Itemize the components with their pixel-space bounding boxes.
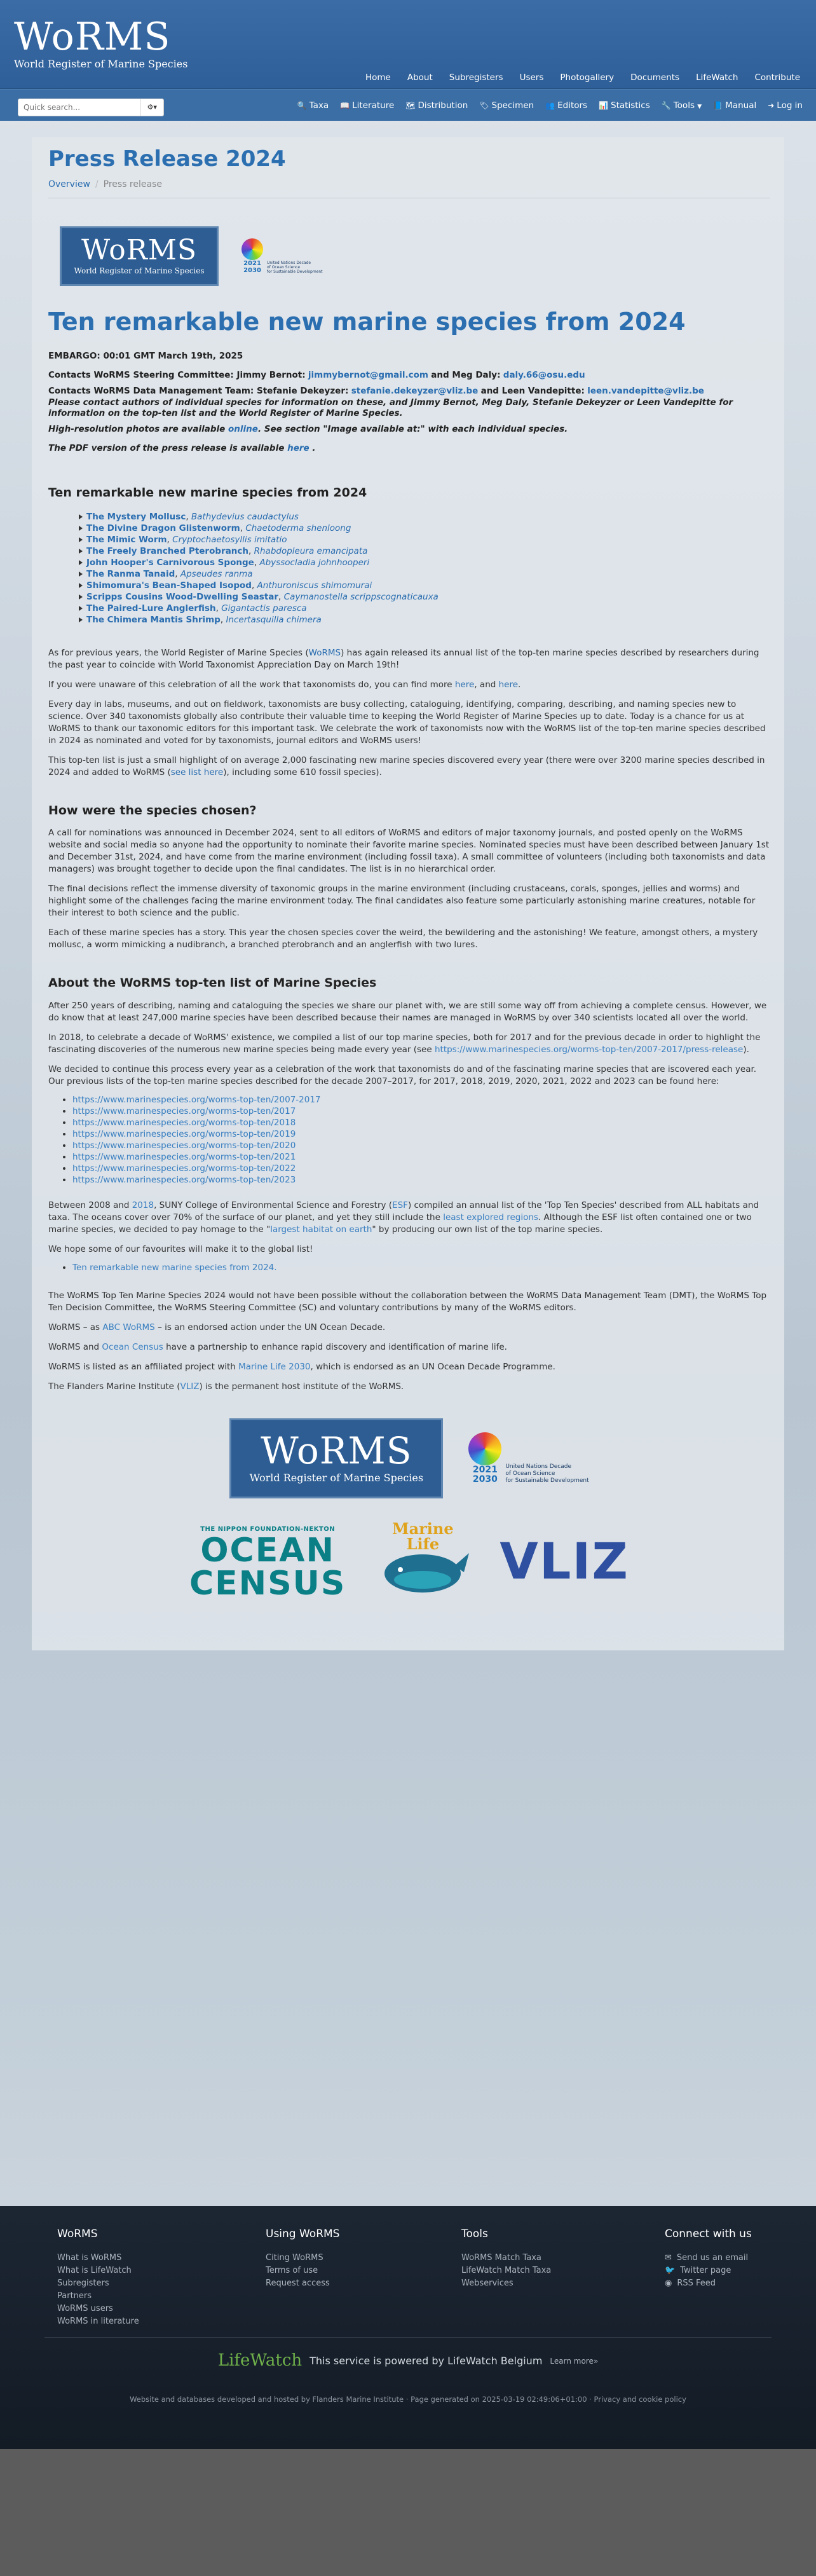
release-title: Ten remarkable new marine species from 2024	[48, 308, 686, 336]
see-list-link[interactable]: see list here	[170, 767, 224, 778]
footer-link[interactable]: Partners	[57, 2291, 92, 2301]
species-common-name: The Ranma Tanaid	[86, 568, 175, 579]
list-item	[72, 1163, 770, 1174]
species-common-name: The Mystery Mollusc	[86, 511, 186, 522]
search-icon: 🔍	[297, 101, 307, 110]
toolbar-taxa[interactable]	[292, 99, 335, 112]
breadcrumb	[48, 178, 770, 191]
esf-2018-link[interactable]: 2018	[132, 1200, 154, 1210]
list-item[interactable]: The Freely Branched Pterobranch, Rhabdopleura emancipata	[79, 545, 770, 557]
decade-line-3: for Sustainable Development	[267, 269, 323, 274]
email-link-daly[interactable]: daly.66@osu.edu	[503, 370, 585, 381]
ocean-census-link[interactable]: Ocean Census	[102, 1341, 163, 1352]
caret-down-icon: ▼	[697, 104, 702, 110]
about-title: About the WoRMS top-ten list of Marine Species	[48, 976, 377, 990]
contact-dmt-mid: and Leen Vandepitte:	[480, 385, 585, 396]
footer-col-tools	[461, 2226, 551, 2290]
footer-link[interactable]: What is WoRMS	[57, 2252, 122, 2263]
photos-text-end: . See section "Image available at:" with each individual species.	[257, 423, 568, 434]
list-item[interactable]: The Chimera Mantis Shrimp, Incertasquilla chimera	[79, 614, 770, 626]
list-item	[72, 1174, 770, 1186]
list-item	[72, 1094, 770, 1106]
rss-icon: ◉	[665, 2278, 672, 2288]
top-ten-link[interactable]: https://www.marinespecies.org/worms-top-ten/2023	[72, 1174, 296, 1185]
species-common-name: The Mimic Worm	[86, 534, 167, 545]
decade-line-2: of Ocean Science	[267, 264, 301, 270]
page-bottom-area	[0, 2449, 816, 2576]
page-title: Press Release 2024	[48, 146, 286, 172]
about-text: , SUNY College of Environmental Science and Forestry (	[154, 1200, 393, 1210]
footer-heading: Tools	[461, 2228, 488, 2240]
species-sci-name: Abyssocladia johnhooperi	[259, 557, 370, 568]
list-item[interactable]: The Mystery Mollusc, Bathydevius caudactylus	[79, 511, 770, 523]
quick-search	[18, 99, 164, 116]
contact-note: Please contact authors of individual species for information on these, and Jimmy Bernot, Meg Daly, Stefanie Dekeyzer or Leen Vandepitte for information on the top-ten list and the World Register of Marine Species.	[48, 397, 733, 418]
decade-text	[505, 1463, 588, 1484]
about-text: ) is the permanent host institute of the WoRMS.	[199, 1381, 404, 1392]
ocean-census-word-1: OCEAN	[200, 1531, 335, 1570]
toolbar-specimen[interactable]	[473, 99, 540, 112]
photos-text: High-resolution photos are available	[48, 423, 226, 434]
chosen-title: How were the species chosen?	[48, 803, 257, 818]
contact-sc-mid: and Meg Daly:	[431, 370, 501, 381]
footer-col-using	[266, 2226, 339, 2290]
footer-link-rss[interactable]	[665, 2277, 752, 2290]
footer-link[interactable]: Webservices	[461, 2278, 513, 2288]
nav-subregisters[interactable]: Subregisters	[449, 72, 503, 83]
chosen-paragraph: A call for nominations was announced in December 2024, sent to all editors of WoRMS and editors of major taxonomy journals, and posted openly on the WoRMS website and social media so anyone had the opportunity to nominate their favorite marine species. Nominated species must have been described between January 1st and December 31st, 2024, and have come from the marine environment (including fossil taxa). A small committee of volunteers (including both taxonomists and data managers) was brought together to decide upon the final candidates. The list is in no hierarchical order.	[48, 828, 770, 875]
largest-habitat-link[interactable]: largest habitat on earth	[270, 1224, 372, 1235]
worms-logo-large	[229, 1418, 443, 1498]
footer-link-email[interactable]	[665, 2252, 752, 2264]
email-link-vandepitte[interactable]: leen.vandepitte@vliz.be	[587, 385, 704, 396]
top-ten-link[interactable]: https://www.marinespecies.org/worms-top-ten/2021	[72, 1151, 296, 1162]
footer-heading: WoRMS	[57, 2228, 98, 2240]
list-item[interactable]: John Hooper's Carnivorous Sponge, Abyssocladia johnhooperi	[79, 557, 770, 568]
species-list	[79, 511, 770, 626]
intro-paragraph: Every day in labs, museums, and out on fieldwork, taxonomists are busy collecting, cataloguing, identifying, comparing, describing, and naming species new to science. Over 340 taxonomists globally also contribute their valuable time to keeping the World Register of Marine Species up to date. Today is a chance for us at WoRMS to thank our taxonomic editors for this important task. We celebrate the work of taxonomists now with the WoRMS list of the top-ten marine species described in 2024 as nominated and voted for by taxonomists, journal editors and WoRMS users!	[48, 699, 766, 746]
species-sci-name: Chaetoderma shenloong	[245, 523, 351, 533]
section-navigation	[292, 99, 808, 112]
list-item	[72, 1140, 770, 1151]
toolbar-distribution[interactable]	[400, 99, 473, 112]
ten-remarkable-link[interactable]: Ten remarkable new marine species from 2024.	[72, 1262, 277, 1273]
decade-year-end: 2030	[472, 1474, 498, 1484]
footer-link[interactable]: Request access	[266, 2278, 330, 2288]
footer-link-twitter[interactable]	[665, 2264, 752, 2277]
list-item	[72, 1128, 770, 1140]
contact-dmt-label: Contacts WoRMS Data Management Team: Stefanie Dekeyzer:	[48, 385, 349, 396]
search-options-button[interactable]	[140, 99, 164, 116]
nav-about[interactable]: About	[407, 72, 433, 83]
vliz-link[interactable]: VLIZ	[180, 1381, 200, 1392]
chosen-section	[48, 827, 770, 951]
about-text: WoRMS is listed as an affiliated project with	[48, 1361, 236, 1372]
top-ten-link[interactable]: https://www.marinespecies.org/worms-top-ten/2019	[72, 1128, 296, 1139]
footer-link-label: Twitter page	[680, 2265, 731, 2275]
top-ten-link[interactable]: https://www.marinespecies.org/worms-top-ten/2017	[72, 1106, 296, 1116]
marine-life-word-2: Life	[406, 1534, 440, 1553]
toolbar-tools-label: Tools	[673, 100, 695, 111]
worms-logo-image	[60, 226, 219, 286]
toolbar-tools[interactable]	[656, 99, 707, 112]
species-sci-name: Cryptochaetosyllis imitatio	[172, 534, 287, 545]
decade-line-3: for Sustainable Development	[505, 1477, 589, 1484]
here-link-2[interactable]: here	[498, 679, 519, 690]
marine-life-word-1: Marine	[392, 1519, 454, 1538]
least-explored-link[interactable]: least explored regions	[443, 1212, 538, 1223]
decade-year-start: 2021	[243, 260, 261, 267]
book-icon: 📖	[340, 101, 350, 110]
toolbar-manual[interactable]	[707, 99, 762, 112]
toolbar-login[interactable]	[762, 99, 808, 112]
intro-section	[48, 647, 770, 779]
top-ten-link[interactable]: https://www.marinespecies.org/worms-top-ten/2022	[72, 1163, 296, 1174]
ocean-decade-logo-large	[468, 1432, 588, 1484]
list-item[interactable]: The Mimic Worm, Cryptochaetosyllis imitatio	[79, 534, 770, 545]
nav-users[interactable]: Users	[519, 72, 544, 83]
about-section	[48, 1000, 770, 1393]
about-paragraph: After 250 years of describing, naming and cataloguing the species we share our planet with, we are still some way off from achieving a complete census. However, we do know that at least 247,000 marine species have been described because their names are managed in WoRMS by over 340 scientists located all over the world.	[48, 1000, 767, 1023]
toolbar-statistics[interactable]	[593, 99, 656, 112]
tag-icon: 🏷	[479, 101, 489, 110]
species-common-name: The Freely Branched Pterobranch	[86, 545, 249, 556]
decade-line-2: of Ocean Science	[505, 1470, 555, 1477]
species-common-name: The Divine Dragon Glistenworm	[86, 523, 240, 533]
embargo-line: EMBARGO: 00:01 GMT March 19th, 2025	[48, 351, 243, 361]
decade-ring-icon	[468, 1432, 501, 1465]
about-text: WoRMS and	[48, 1341, 100, 1352]
gear-icon: ⚙▾	[147, 102, 157, 111]
footer-bottom-text: Website and databases developed and hosted by Flanders Marine Institute · Page generated on 2025-03-19 02:49:06+01:00 · Privacy and cookie policy	[130, 2395, 686, 2404]
logo-subtitle: World Register of Marine Species	[14, 58, 188, 70]
worms-logo-sub: World Register of Marine Species	[74, 266, 205, 275]
species-common-name: John Hooper's Carnivorous Sponge	[86, 557, 254, 568]
about-paragraph: The WoRMS Top Ten Marine Species 2024 would not have been possible without the collaboration between the WoRMS Data Management Team (DMT), the WoRMS Top Ten Decision Committee, the WoRMS Steering Committee (SC) and voluntary contributions by many of the WoRMS editors.	[48, 1290, 767, 1313]
email-link-bernot[interactable]: jimmybernot@gmail.com	[308, 370, 428, 381]
decade-mark	[468, 1432, 501, 1484]
list-item[interactable]: Shimomura's Bean-Shaped Isopod, Anthuroniscus shimomurai	[79, 580, 770, 591]
decade-ring-icon	[241, 238, 263, 260]
about-text: WoRMS – as	[48, 1322, 100, 1333]
toolbar-specimen-label: Specimen	[491, 100, 534, 111]
intro-text: , and	[474, 679, 496, 690]
species-common-name: Shimomura's Bean-Shaped Isopod	[86, 580, 252, 591]
worms-logo-word: WoRMS	[261, 1428, 412, 1472]
press-release-2017-link[interactable]: https://www.marinespecies.org/worms-top-ten/2007-2017/press-release	[434, 1044, 744, 1055]
search-input[interactable]	[18, 99, 140, 116]
footer-link[interactable]: WoRMS users	[57, 2303, 113, 2313]
header-logos	[60, 226, 770, 286]
list-item[interactable]: The Ranma Tanaid, Apseudes ranma	[79, 568, 770, 580]
footer-link-label: Send us an email	[676, 2252, 749, 2263]
top-ten-link[interactable]: https://www.marinespecies.org/worms-top-ten/2007-2017	[72, 1094, 321, 1105]
intro-text: .	[518, 679, 521, 690]
toolbar-manual-label: Manual	[725, 100, 757, 111]
chosen-paragraph: Each of these marine species has a story. This year the chosen species cover the weird, the bewildering and the astonishing! We feature, amongst others, a mystery mollusc, a worm mimicking a nudibranch, a branched pterobranch and an anglerfish with two lures.	[48, 928, 758, 950]
lifewatch-logo[interactable]: LifeWatch	[217, 2351, 303, 2370]
toolbar-editors[interactable]	[540, 99, 593, 112]
about-text: ) compiled an annual list of the 'Top Ten Species' described from ALL habitats and taxa. The oceans cover over 70% of the surface of our planet, and yet they still include the	[48, 1200, 759, 1223]
breadcrumb-current: Press release	[103, 179, 162, 189]
footer-logos-row-1	[48, 1418, 770, 1498]
intro-text: ), including some 610 fossil species).	[223, 767, 382, 778]
site-header	[0, 0, 816, 89]
learn-more-link[interactable]: Learn more»	[550, 2356, 599, 2366]
footer-link-label: RSS Feed	[677, 2278, 716, 2288]
about-text: Between 2008 and	[48, 1200, 130, 1210]
decade-line-1: United Nations Decade	[267, 260, 311, 265]
intro-text: This top-ten list is just a small highlight of on average 2,000 fascinating new marine species discovered every year (there were over 3200 marine species described in 2024 and added to WoRMS (	[48, 755, 765, 778]
list-item	[72, 1151, 770, 1163]
marine-life-link[interactable]: Marine Life 2030	[238, 1361, 311, 1372]
nav-lifewatch[interactable]: LifeWatch	[696, 72, 738, 83]
nav-photogallery[interactable]: Photogallery	[560, 72, 615, 83]
contact-sc-label: Contacts WoRMS Steering Committee: Jimmy Bernot:	[48, 370, 306, 381]
about-text: , which is endorsed as an UN Ocean Decade Programme.	[310, 1361, 555, 1372]
decade-mark	[241, 238, 263, 274]
wrench-icon: 🔧	[661, 101, 671, 110]
about-text: The Flanders Marine Institute (	[48, 1381, 180, 1392]
species-sci-name: Anthuroniscus shimomurai	[257, 580, 372, 591]
species-sci-name: Bathydevius caudactylus	[191, 511, 299, 522]
toolbar-statistics-label: Statistics	[611, 100, 650, 111]
top-ten-link[interactable]: https://www.marinespecies.org/worms-top-ten/2020	[72, 1140, 296, 1151]
worms-link[interactable]: WoRMS	[308, 647, 341, 658]
here-link-1[interactable]: here	[454, 679, 475, 690]
ocean-census-logo	[189, 1524, 346, 1603]
pdf-text-end: .	[312, 443, 316, 453]
about-text: have a partnership to enhance rapid discovery and identification of marine life.	[166, 1341, 507, 1352]
content-panel	[32, 137, 784, 1650]
footer-col-connect	[665, 2226, 752, 2290]
decade-line-1: United Nations Decade	[505, 1463, 571, 1470]
species-sci-name: Apseudes ranma	[180, 568, 253, 579]
powered-by-text: This service is powered by LifeWatch Belgium	[309, 2354, 543, 2367]
ocean-decade-logo	[241, 238, 323, 274]
logo-wordmark: WoRMS	[14, 15, 171, 59]
decade-year-start: 2021	[472, 1464, 498, 1475]
release-meta	[48, 350, 770, 455]
footer-link[interactable]: What is LifeWatch	[57, 2265, 132, 2275]
species-common-name: The Paired-Lure Anglerfish	[86, 603, 216, 613]
toolbar-editors-label: Editors	[557, 100, 588, 111]
envelope-icon: ✉	[665, 2252, 672, 2263]
photos-online-link[interactable]: online	[228, 423, 258, 434]
about-text: " by producing our own list of the top marine species.	[372, 1224, 603, 1235]
about-text: In 2018, to celebrate a decade of WoRMS' existence, we compiled a list of our top marine species, both for 2017 and for the previous decade in order to highlight the fascinating discoveries of the numerous new marine species being made every year (see	[48, 1032, 761, 1055]
top-ten-link[interactable]: https://www.marinespecies.org/worms-top-ten/2018	[72, 1117, 296, 1128]
users-icon: 👥	[545, 101, 555, 110]
top-navigation	[357, 71, 808, 84]
worms-logo-word: WoRMS	[81, 234, 198, 266]
list-item	[72, 1262, 770, 1273]
footer-divider	[44, 2337, 772, 2338]
species-sci-name: Incertasquilla chimera	[226, 614, 322, 625]
species-sci-name: Rhabdopleura emancipata	[254, 545, 368, 556]
esf-link[interactable]: ESF	[392, 1200, 408, 1210]
toolbar-literature-label: Literature	[352, 100, 395, 111]
decade-text	[267, 261, 323, 274]
chart-icon: 📊	[599, 101, 609, 110]
nav-home[interactable]: Home	[365, 72, 391, 83]
abc-worms-link[interactable]: ABC WoRMS	[102, 1322, 155, 1333]
about-text: . Although the ESF list often contained one or two marine species, we decided to pay homage to the "	[48, 1212, 752, 1235]
ocean-census-top: THE NIPPON FOUNDATION-NEKTON	[200, 1526, 336, 1533]
intro-text: As for previous years, the World Register of Marine Species (	[48, 647, 309, 658]
about-paragraph: We decided to continue this process every year as a celebration of the work that taxonomists do and of the fascinating marine species that are iscovered each year. Our previous lists of the top-ten marine species described for the decade 2007–2017, for 2017, 2018, 2019, 2020, 2021, 2022 and 2023 can be found here:	[48, 1064, 757, 1086]
global-list	[72, 1262, 770, 1273]
list-item	[72, 1117, 770, 1128]
list-item	[72, 1106, 770, 1117]
pdf-link[interactable]: here	[287, 443, 309, 453]
marine-life-logo	[375, 1521, 470, 1604]
footer-link[interactable]: WoRMS in literature	[57, 2316, 139, 2326]
list-item[interactable]: The Divine Dragon Glistenworm, Chaetoderma shenloong	[79, 523, 770, 534]
login-icon: ➜	[768, 101, 775, 110]
worms-logo[interactable]	[14, 15, 188, 71]
species-sci-name: Gigantactis paresca	[221, 603, 307, 613]
footer-heading: Using WoRMS	[266, 2228, 340, 2240]
footer-link[interactable]: Subregisters	[57, 2278, 109, 2288]
footer-heading: Connect with us	[665, 2228, 752, 2240]
vliz-logo: VLIZ	[500, 1533, 629, 1591]
chosen-paragraph: The final decisions reflect the immense diversity of taxonomic groups in the marine environment (including crustaceans, corals, sponges, jellies and worms) and highlight some of the challenges facing the marine environment today. The final candidates also feature some particularly astonishing marine creatures, notable for their interest to both science and the public.	[48, 884, 756, 919]
footer-link[interactable]: LifeWatch Match Taxa	[461, 2265, 552, 2275]
breadcrumb-separator: /	[95, 179, 99, 189]
species-sci-name: Caymanostella scrippscognaticauxa	[283, 591, 439, 602]
intro-text: ) has again released its annual list of the top-ten marine species described by researchers during the past year to coincide with World Taxonomist Appreciation Day on March 19th!	[48, 647, 759, 670]
book-icon: 📘	[713, 101, 723, 110]
twitter-icon: 🐦	[665, 2265, 676, 2275]
footer-col-worms	[57, 2226, 139, 2328]
worms-logo-sub: World Register of Marine Species	[249, 1471, 424, 1484]
about-text: ).	[743, 1044, 749, 1055]
list-item[interactable]: The Paired-Lure Anglerfish, Gigantactis paresca	[79, 603, 770, 614]
lifewatch-row	[0, 2348, 816, 2373]
email-link-dekeyzer[interactable]: stefanie.dekeyzer@vliz.be	[351, 385, 479, 396]
species-common-name: The Chimera Mantis Shrimp	[86, 614, 221, 625]
about-paragraph: We hope some of our favourites will make it to the global list!	[48, 1243, 313, 1254]
toolbar-taxa-label: Taxa	[309, 100, 329, 111]
pdf-text: The PDF version of the press release is available	[48, 443, 285, 453]
toolbar-login-label: Log in	[777, 100, 803, 111]
previous-lists	[72, 1094, 770, 1186]
species-list-title: Ten remarkable new marine species from 2024	[48, 486, 367, 500]
globe-icon: 🗺	[405, 101, 416, 110]
list-item[interactable]: Scripps Cousins Wood-Dwelling Seastar, Caymanostella scrippscognaticauxa	[79, 591, 770, 603]
toolbar-distribution-label: Distribution	[418, 100, 468, 111]
toolbar	[0, 89, 816, 121]
nav-documents[interactable]: Documents	[630, 72, 680, 83]
about-text: – is an endorsed action under the UN Ocean Decade.	[158, 1322, 386, 1333]
nav-contribute[interactable]: Contribute	[754, 72, 800, 83]
breadcrumb-overview[interactable]: Overview	[48, 179, 90, 189]
decade-year-end: 2030	[243, 267, 261, 274]
footer-logos-row-2	[48, 1521, 770, 1604]
toolbar-literature[interactable]	[334, 99, 400, 112]
ocean-census-word-2: CENSUS	[189, 1565, 346, 1603]
footer-link[interactable]: Terms of use	[266, 2265, 318, 2275]
footer-link[interactable]: Citing WoRMS	[266, 2252, 323, 2263]
intro-text: If you were unaware of this celebration of all the work that taxonomists do, you can find more	[48, 679, 452, 690]
footer-link[interactable]: WoRMS Match Taxa	[461, 2252, 541, 2263]
site-footer	[0, 2206, 816, 2449]
species-common-name: Scripps Cousins Wood-Dwelling Seastar	[86, 591, 279, 602]
